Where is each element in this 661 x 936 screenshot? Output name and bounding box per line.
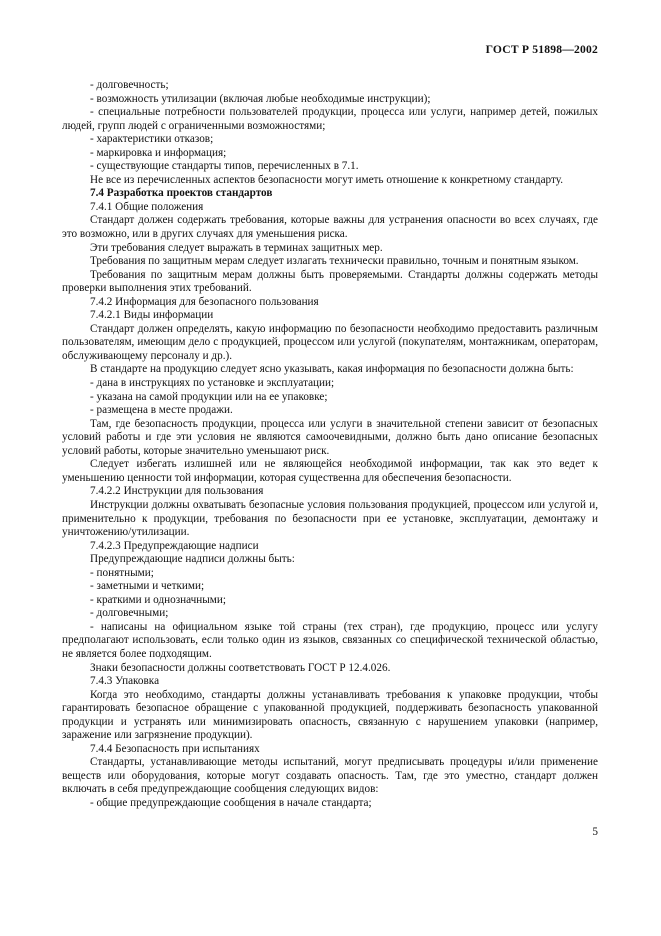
- paragraph: Требования по защитным мерам должны быть проверяемыми. Стандарты должны содержать методы проверки выполнения этих требований.: [62, 268, 598, 295]
- standard-header: ГОСТ Р 51898—2002: [485, 43, 598, 56]
- list-item: - возможность утилизации (включая любые необходимые инструкции);: [90, 92, 431, 105]
- paragraph: 7.4.2.3 Предупреждающие надписи: [90, 539, 259, 552]
- paragraph: Там, где безопасность продукции, процесса или услуги в значительной степени зависит от безопасных условий работы и где эти условия не являются самоочевидными, должно быть дано описание безопасных условий работы, которые значительно уменьшают риск.: [62, 417, 598, 457]
- list-item: - маркировка и информация;: [90, 146, 227, 159]
- paragraph: 7.4.2.2 Инструкции для пользования: [90, 485, 264, 498]
- paragraph: Стандарты, устанавливающие методы испытаний, могут предписывать процедуры и/или применение веществ или оборудования, которые могут создавать опасность. Там, где это уместно, стандарт должен включать в себя предупреждающие сообщения следующих видов:: [62, 756, 598, 796]
- paragraph: Стандарт должен содержать требования, которые важны для устранения опасности во всех случаях, где это возможно, или в других случаях для уменьшения риска.: [62, 214, 598, 241]
- list-item: - долговечность;: [90, 79, 169, 91]
- paragraph: Требования по защитным мерам следует излагать технически правильно, точным и понятным языком.: [90, 255, 579, 268]
- paragraph: Инструкции должны охватывать безопасные условия пользования продукцией, процессом или услугой и, применительно к продукции, требования по безопасности при ее установке, эксплуатации, демонтажу и уничтожению/утилизации.: [62, 498, 598, 539]
- list-item: - существующие стандарты типов, перечисленных в 7.1.: [90, 160, 359, 173]
- paragraph: Эти требования следует выражать в терминах защитных мер.: [90, 241, 383, 254]
- list-item: - написаны на официальном языке той страны (тех стран), где продукцию, процесс или услугу предполагают использовать, если только один из языков, связанных со специфической технической областью, не является более подходящим.: [62, 620, 598, 660]
- paragraph: Знаки безопасности должны соответствовать ГОСТ Р 12.4.026.: [90, 661, 391, 674]
- list-item: - долговечными;: [90, 607, 169, 620]
- list-item: - указана на самой продукции или на ее упаковке;: [90, 390, 328, 403]
- paragraph: 7.4.2 Информация для безопасного пользования: [90, 295, 319, 308]
- paragraph: Когда это необходимо, стандарты должны устанавливать требования к упаковке продукции, чтобы гарантировать безопасное обращение с упакованной продукцией, поддерживать безопасность упакованной продукции и устранять или минимизировать опасность, связанную с нарушением упаковки (например, заражение или загрязнение продукции).: [62, 688, 598, 742]
- paragraph: 7.4.4 Безопасность при испытаниях: [90, 742, 260, 755]
- list-item: - специальные потребности пользователей продукции, процесса или услуги, например детей, пожилых людей, групп людей с ограниченными возможностями;: [62, 106, 598, 132]
- page-number: 5: [592, 826, 598, 838]
- paragraph: 7.4.1 Общие положения: [90, 200, 204, 213]
- list-item: - общие предупреждающие сообщения в начале стандарта;: [90, 796, 372, 809]
- paragraph: Стандарт должен определять, какую информацию по безопасности необходимо предоставить различным пользователям, имеющим дело с продукцией, процессом или услугой (покупателям, монтажникам, операторам, обслуживающему персоналу и др.).: [62, 322, 598, 362]
- paragraph: Следует избегать излишней или не являющейся необходимой информации, так как это ведет к уменьшению ценности той информации, которая существенна для обеспечения безопасности.: [62, 458, 598, 484]
- paragraph: Предупреждающие надписи должны быть:: [90, 553, 295, 566]
- list-item: - размещена в месте продажи.: [90, 404, 233, 417]
- list-item: - заметными и четкими;: [90, 580, 205, 593]
- paragraph: 7.4.3 Упаковка: [90, 675, 160, 688]
- paragraph: В стандарте на продукцию следует ясно указывать, какая информация по безопасности должна быть:: [90, 363, 574, 376]
- paragraph: 7.4.2.1 Виды информации: [90, 309, 214, 322]
- list-item: - понятными;: [90, 566, 154, 579]
- section-heading: 7.4 Разработка проектов стандартов: [90, 187, 273, 200]
- paragraph: Не все из перечисленных аспектов безопасности могут иметь отношение к конкретному стандарту.: [90, 173, 564, 186]
- list-item: - краткими и однозначными;: [90, 593, 226, 606]
- list-item: - характеристики отказов;: [90, 133, 214, 146]
- list-item: - дана в инструкциях по установке и эксплуатации;: [90, 377, 335, 390]
- document-body: [62, 79, 598, 811]
